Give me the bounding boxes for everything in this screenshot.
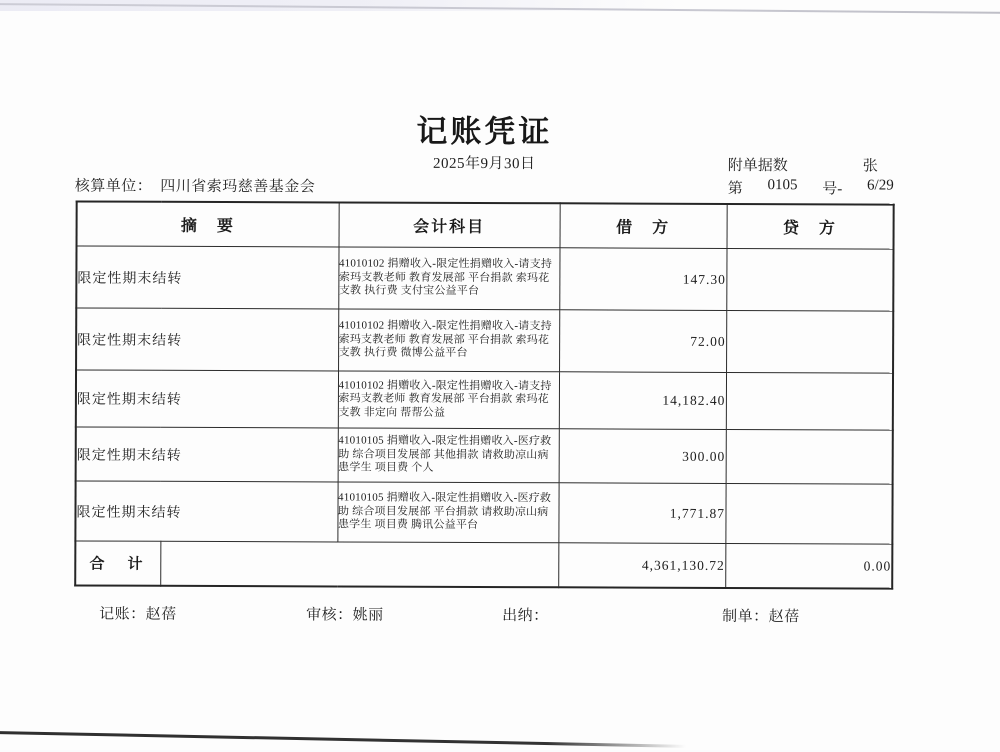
preparer-signature	[722, 605, 800, 626]
voucher-title: 记账凭证	[76, 104, 893, 152]
debit-cell: 14,182.40	[559, 372, 726, 430]
reviewer-signature	[306, 603, 384, 624]
table-row	[76, 427, 893, 484]
debit-cell: 1,771.87	[558, 483, 725, 544]
credit-cell	[726, 429, 893, 484]
account-cell: 41010105 捐赠收入-限定性捐赠收入-医疗救助 综合项目发展部 其他捐款 请救助凉山病患学生 项目费 个人	[338, 428, 559, 483]
total-row	[75, 541, 892, 589]
summary-cell: 限定性期末结转	[75, 481, 337, 542]
credit-cell	[726, 248, 893, 311]
accounting-unit-row	[75, 174, 316, 196]
debit-cell: 72.00	[559, 310, 726, 373]
cashier-signature	[502, 604, 549, 625]
accounting-unit-name: 四川省索玛慈善基金会	[160, 179, 315, 196]
attachment-count-label: 附单据数	[728, 154, 788, 175]
signature-row	[0, 602, 999, 630]
voucher-date: 2025年9月30日	[76, 150, 893, 174]
table-row	[76, 308, 893, 373]
summary-cell: 限定性期末结转	[76, 427, 338, 482]
table-row	[75, 481, 892, 544]
table-header-row	[77, 201, 894, 249]
column-header-summary: 摘 要	[77, 201, 339, 247]
voucher-number-row	[728, 177, 894, 199]
credit-cell	[726, 372, 893, 430]
debit-cell: 147.30	[559, 248, 726, 311]
bookkeeper-name: 赵蓓	[146, 607, 177, 623]
attachment-count-unit: 张	[863, 154, 878, 175]
debit-cell: 300.00	[559, 429, 726, 484]
preparer-label: 制单：	[722, 609, 769, 625]
bookkeeper-signature	[99, 603, 177, 624]
cashier-label: 出纳：	[502, 608, 549, 624]
summary-cell: 限定性期末结转	[76, 370, 338, 428]
voucher-number-value: 0105	[767, 177, 797, 198]
column-header-credit: 贷 方	[727, 204, 894, 249]
voucher-table	[74, 200, 894, 589]
total-label: 合 计	[75, 541, 160, 586]
account-cell: 41010105 捐赠收入-限定性捐赠收入-医疗救助 综合项目发展部 平台捐款 请救助凉山病患学生 项目费 腾讯公益平台	[337, 482, 558, 543]
attachment-count-row	[728, 154, 878, 176]
summary-cell: 限定性期末结转	[76, 246, 338, 309]
preparer-name: 赵蓓	[769, 609, 800, 625]
account-cell: 41010102 捐赠收入-限定性捐赠收入-请支持索玛支教老师 教育发展部 平台捐款 索玛花支教 执行费 微博公益平台	[338, 309, 559, 372]
reviewer-name: 姚丽	[353, 608, 384, 624]
credit-cell	[726, 310, 893, 373]
total-credit: 0.00	[725, 543, 892, 588]
account-cell: 41010102 捐赠收入-限定性捐赠收入-请支持索玛支教老师 教育发展部 平台捐款 索玛花支教 非定向 帮帮公益	[338, 371, 559, 429]
voucher-page-number: 6/29	[867, 177, 894, 198]
total-debit: 4,361,130.72	[558, 543, 725, 588]
voucher-number-suffix: 号-	[822, 177, 842, 198]
accounting-unit-label: 核算单位：	[75, 178, 153, 194]
bookkeeper-label: 记账：	[99, 607, 146, 623]
column-header-account: 会计科目	[339, 202, 560, 247]
total-blank-cell	[160, 541, 558, 587]
reviewer-label: 审核：	[306, 607, 353, 623]
voucher-number-prefix: 第	[728, 177, 743, 198]
account-cell: 41010102 捐赠收入-限定性捐赠收入-请支持索玛支教老师 教育发展部 平台捐款 索玛花支教 执行费 支付宝公益平台	[338, 247, 559, 310]
credit-cell	[725, 483, 892, 544]
table-row	[76, 370, 893, 430]
table-row	[76, 246, 893, 311]
column-header-debit: 借 方	[560, 203, 727, 248]
summary-cell: 限定性期末结转	[76, 308, 338, 371]
